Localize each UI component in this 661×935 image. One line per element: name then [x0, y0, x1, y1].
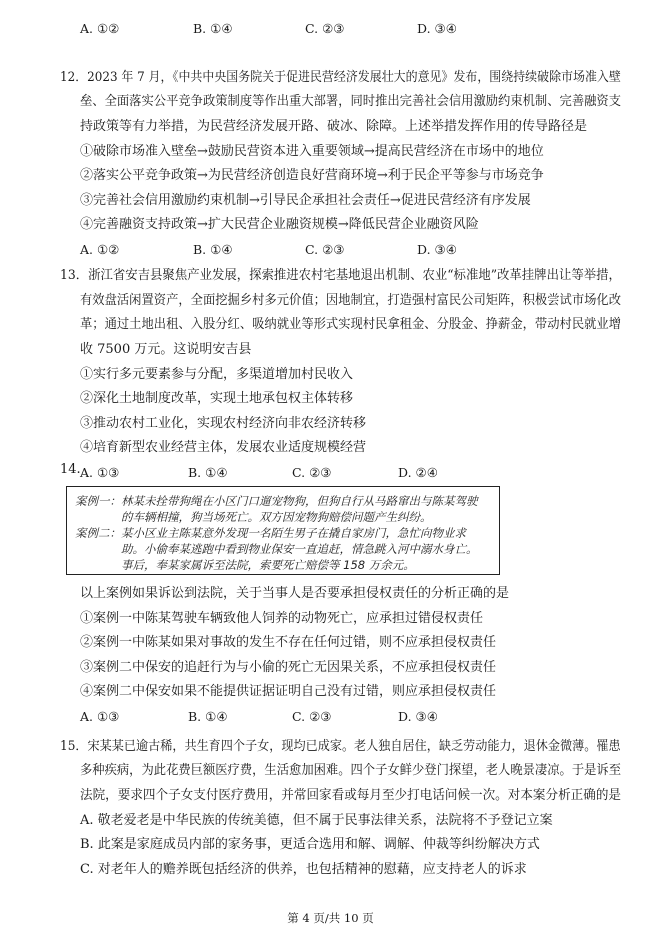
- q12-item-1: ①破除市场准入壁垒→鼓励民营资本进入重要领域→提高民营经济在市场中的地位: [80, 144, 544, 159]
- q13-option-d: D. ②④: [398, 465, 438, 480]
- case-line: 助。小偷奉某逃跑中看到物业保安一直追赶，情急跳入河中溺水身亡。: [75, 542, 478, 556]
- q13-stem-line: 13．浙江省安吉县聚焦产业发展，探索推进农村宅基地退出机制、农业“标准地”改革挂牌出让等举措，: [60, 268, 621, 283]
- q13-stem-line: 有效盘活闲置资产，全面挖掘乡村多元价值；因地制宜，打造强村富民公司矩阵，积极尝试市场化改: [80, 293, 622, 308]
- q14-item-1: ①案例一中陈某驾驶车辆致他人饲养的动物死亡，应承担过错侵权责任: [80, 611, 484, 626]
- q13-option-a: A. ①③: [80, 465, 120, 480]
- q12-item-2: ②落实公平竞争政策→为民营经济创造良好营商环境→利于民企平等参与市场竞争: [80, 168, 544, 183]
- q13-item-3: ③推动农村工业化，实现农村经济向非农经济转移: [80, 416, 367, 431]
- top-option-a: A. ①②: [80, 21, 120, 36]
- q14-option-d: D. ③④: [398, 709, 438, 724]
- q13-item-4: ④培育新型农业经营主体，发展农业适度规模经营: [80, 440, 367, 455]
- page-footer: 第 4 页/共 10 页: [287, 911, 374, 925]
- q14-option-c: C. ②③: [292, 709, 332, 724]
- q12-stem-line: 垒、全面落实公平竞争政策制度等作出重大部署，同时推出完善社会信用激励约束机制、完善融资支: [80, 94, 622, 109]
- q14-item-3: ③案例二中保安的追赶行为与小偷的死亡无因果关系，不应承担侵权责任: [80, 660, 497, 675]
- q12-option-b: B. ①④: [193, 242, 233, 257]
- top-option-d: D. ③④: [417, 21, 457, 36]
- q14-number: 14.: [60, 462, 81, 477]
- q12-option-c: C. ②③: [305, 242, 345, 257]
- q12-stem-line: 持政策等有力举措，为民营经济发展开路、破冰、除障。上述举措发挥作用的传导路径是: [80, 119, 588, 134]
- q12-option-d: D. ③④: [417, 242, 457, 257]
- case-line: 事后，奉某家属诉至法院，索要死亡赔偿等 158 万余元。: [75, 558, 415, 572]
- q13-item-1: ①实行多元要素参与分配，多渠道增加村民收入: [80, 367, 354, 382]
- q14-item-4: ④案例二中保安如果不能提供证据证明自己没有过错，则应承担侵权责任: [80, 684, 497, 699]
- case-box: [66, 486, 500, 575]
- q13-option-c: C. ②③: [292, 465, 332, 480]
- q14-option-a: A. ①③: [80, 709, 120, 724]
- q15-stem-line: 法院，要求四个子女支付医疗费用，并常回家看或每月至少打电话问候一次。对本案分析正确的是: [80, 788, 622, 803]
- case-line: 案例一：林某未拴带狗绳在小区门口遛宠物狗，但狗自行从马路窜出与陈某驾驶: [75, 494, 478, 508]
- case-line: 案例二：某小区业主陈某意外发现一名陌生男子在撬自家房门，急忙向物业求: [75, 526, 466, 540]
- q12-item-4: ④完善融资支持政策→扩大民营企业融资规模→降低民营企业融资风险: [80, 217, 479, 232]
- q15-stem-line: 多种疾病，为此花费巨额医疗费，生活愈加困难。四个子女鲜少登门探望，老人晚景凄凉。于是诉至: [80, 763, 622, 778]
- q12-option-a: A. ①②: [80, 242, 120, 257]
- q14-item-2: ②案例一中陈某如果对事故的发生不存在任何过错，则不应承担侵权责任: [80, 635, 497, 650]
- q15-choice-b: B. 此案是家庭成员内部的家务事，更适合选用和解、调解、仲裁等纠纷解决方式: [80, 837, 540, 852]
- q15-choice-a: A. 敬老爱老是中华民族的传统美德，但不属于民事法律关系，法院将不予登记立案: [80, 813, 553, 828]
- q14-stem: 以上案例如果诉讼到法院，关于当事人是否要承担侵权责任的分析正确的是: [80, 586, 510, 601]
- q12-stem-line: 12．2023 年 7 月，《中共中央国务院关于促进民营经济发展壮大的意见》发布，围绕持续破除市场准入壁: [60, 70, 621, 85]
- q15-choice-c: C. 对老年人的赡养既包括经济的供养，也包括精神的慰藉，应支持老人的诉求: [80, 862, 527, 877]
- q13-stem-line: 革；通过土地出租、入股分红、吸纳就业等形式实现村民拿租金、分股金、挣薪金，带动村民就业增: [80, 317, 622, 332]
- q13-item-2: ②深化土地制度改革，实现土地承包权主体转移: [80, 391, 354, 406]
- q15-stem-line: 15．宋某某已逾古稀，共生育四个子女，现均已成家。老人独自居住，缺乏劳动能力，退休金微薄。罹患: [60, 739, 621, 754]
- q14-option-b: B. ①④: [188, 709, 228, 724]
- q12-item-3: ③完善社会信用激励约束机制→引导民企承担社会责任→促进民营经济有序发展: [80, 193, 531, 208]
- q13-stem-line: 收 7500 万元。这说明安吉县: [80, 342, 252, 357]
- case-line: 的车辆相撞，狗当场死亡。双方因宠物狗赔偿问题产生纠纷。: [75, 510, 432, 524]
- top-option-b: B. ①④: [193, 21, 233, 36]
- top-option-c: C. ②③: [305, 21, 345, 36]
- q13-option-b: B. ①④: [188, 465, 228, 480]
